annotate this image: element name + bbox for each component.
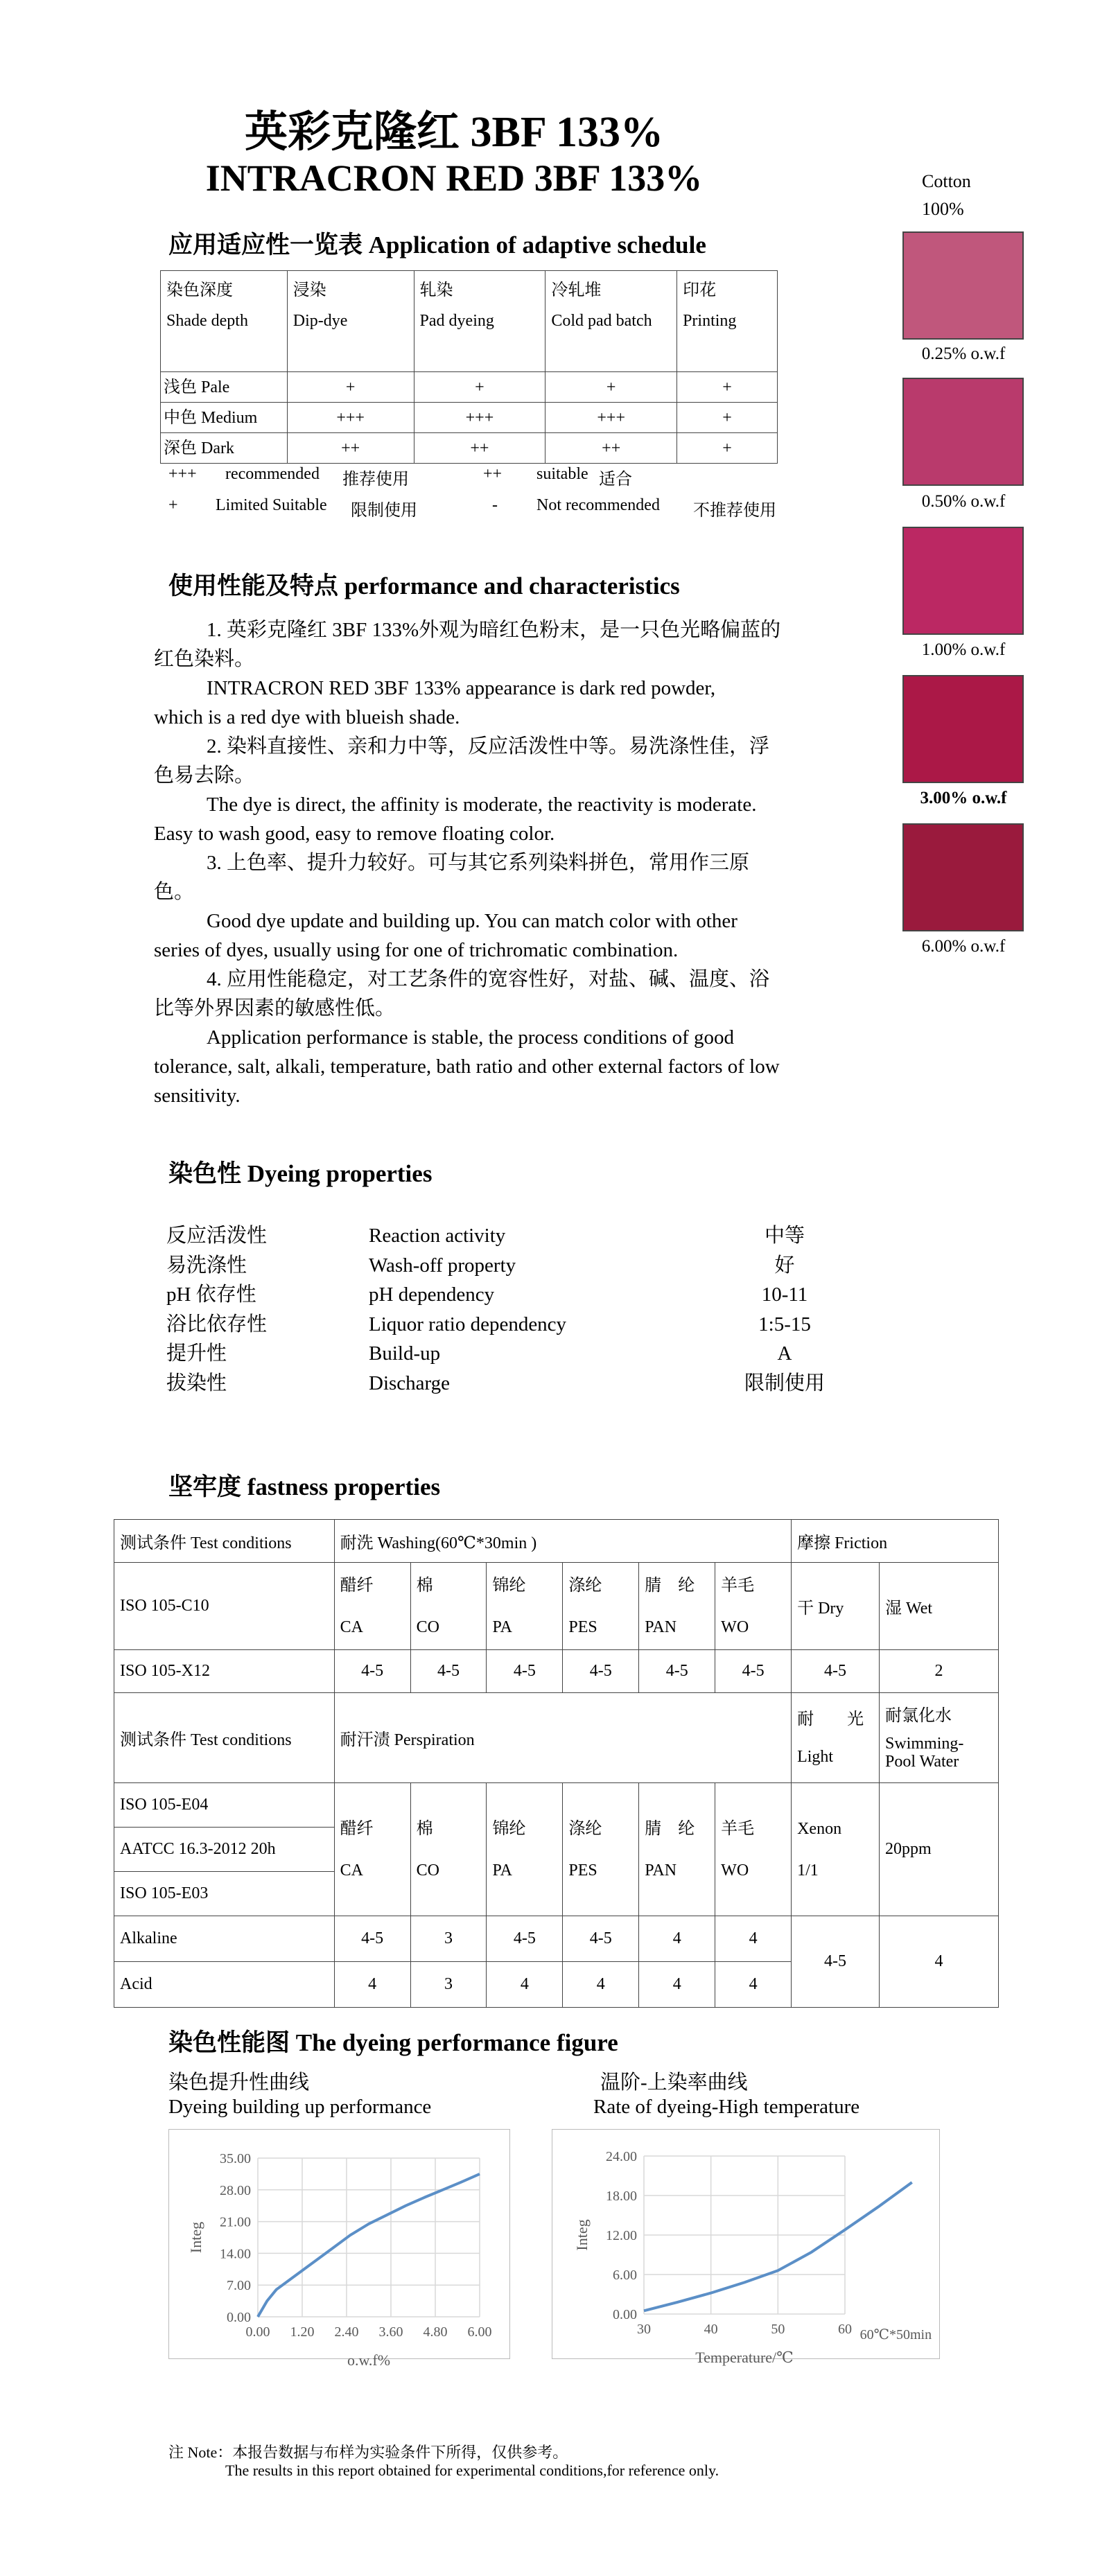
figure-heading: 染色性能图 The dyeing performance figure <box>168 2029 618 2056</box>
iso-c10-label: ISO 105-C10 <box>114 1563 335 1650</box>
x-tick-label: 60 <box>838 2322 852 2337</box>
paragraph: 2. 染料直接性、亲和力中等，反应活泼性中等。易洗涤性佳，浮色易去除。 <box>154 735 770 787</box>
fastness-table <box>114 1519 999 2008</box>
table-cell: 4 <box>639 1916 715 1962</box>
y-axis-label: Integ <box>187 2221 204 2254</box>
property-en: Wash-off property <box>369 1254 516 1277</box>
property-en: Reaction activity <box>369 1225 506 1247</box>
table-cell: +++ <box>414 403 545 433</box>
table-cell: 4 <box>715 1916 792 1962</box>
table-row <box>166 1280 840 1310</box>
paragraph: 3. 上色率、提升力较好。可与其它系列染料拼色，常用作三原色。 <box>154 852 750 903</box>
fiber-header-co: 棉 CO <box>410 1563 487 1650</box>
table-row <box>166 1310 840 1340</box>
header-dip-dye: 浸染 Dip-dye <box>287 271 414 372</box>
pool-water-header: 耐氯化水 Swimming-Pool Water <box>880 1693 999 1783</box>
performance-paragraphs <box>154 615 785 1110</box>
y-tick-label: 24.00 <box>606 2149 637 2164</box>
fiber-header-ca: 醋纤 CA <box>334 1563 410 1650</box>
legend-text-cn: 限制使用 <box>351 502 417 520</box>
wet-label: 湿 Wet <box>880 1563 999 1650</box>
table-cell: 4-5 <box>563 1916 639 1962</box>
table-row <box>166 1251 840 1281</box>
table-row <box>114 1650 999 1693</box>
x-tick-label: 50 <box>771 2322 785 2337</box>
chart-rate-of-dyeing <box>552 2129 940 2366</box>
property-cn: 易洗涤性 <box>166 1254 247 1277</box>
table-cell: ++ <box>287 433 414 464</box>
paragraph: Application performance is stable, the process conditions of good tolerance, salt, alkali, temperature, bath ratio and other external factors of low sensitivity. <box>154 1026 780 1107</box>
property-value: 1:5-15 <box>758 1313 811 1335</box>
table-row <box>166 1369 840 1399</box>
x-tick-label: 6.00 <box>467 2324 492 2340</box>
table-cell: ++ <box>545 433 677 464</box>
paragraph: 1. 英彩克隆红 3BF 133%外观为暗红色粉末，是一只色光略偏蓝的红色染料。 <box>154 619 781 670</box>
paragraph: INTRACRON RED 3BF 133% appearance is dark red powder, which is a red dye with blueish shade. <box>154 677 736 728</box>
y-tick-label: 12.00 <box>606 2228 637 2243</box>
alkaline-label: Alkaline <box>114 1916 335 1962</box>
table-cell: 4 <box>487 1962 563 2008</box>
acid-label: Acid <box>114 1962 335 2008</box>
aatcc-label: AATCC 16.3-2012 20h <box>114 1828 335 1872</box>
chart2-title-cn: 温阶-上染率曲线 <box>600 2071 748 2094</box>
table-row <box>114 1693 999 1783</box>
paragraph: Good dye update and building up. You can match color with other series of dyes, usually using for one of trichromatic combination. <box>154 910 737 961</box>
header-cold-pad-batch: 冷轧堆 Cold pad batch <box>545 271 677 372</box>
fiber-header-ca: 醋纤 CA <box>334 1783 410 1916</box>
chart1-title-en: Dyeing building up performance <box>168 2096 432 2118</box>
washing-label: 耐洗 Washing(60℃*30min ) <box>334 1520 791 1563</box>
dyeing-properties-heading: 染色性 Dyeing properties <box>168 1160 433 1187</box>
fiber-header-pa: 锦纶 PA <box>487 1783 563 1916</box>
table-cell: + <box>287 372 414 403</box>
table-cell: 4-5 <box>715 1650 792 1693</box>
table-cell: +++ <box>287 403 414 433</box>
property-value: 好 <box>774 1254 795 1277</box>
legend-symbol: +++ <box>168 465 197 483</box>
swatch-6-00 <box>902 823 1024 931</box>
swatch-header <box>922 168 971 223</box>
chart1-title-cn: 染色提升性曲线 <box>168 2071 310 2094</box>
table-cell: 4-5 <box>487 1650 563 1693</box>
table-cell: 4-5 <box>792 1916 880 2008</box>
swatch-0-25 <box>902 231 1024 340</box>
note-line-1: 注 Note：本报告数据与布样为实验条件下所得，仅供参考。 <box>168 2444 568 2461</box>
paragraph: The dye is direct, the affinity is moderate, the reactivity is moderate. Easy to wash good, easy to remove floating color. <box>154 794 757 845</box>
test-conditions-label: 测试条件 Test conditions <box>114 1693 335 1783</box>
table-row <box>114 1520 999 1563</box>
legend-symbol: + <box>168 496 178 514</box>
property-value: 10-11 <box>761 1283 808 1306</box>
property-en: Build-up <box>369 1342 441 1365</box>
title-en: INTRACRON RED 3BF 133% <box>205 157 703 199</box>
property-value: 限制使用 <box>744 1372 825 1394</box>
table-row <box>114 1783 999 1828</box>
header-pad-dyeing: 轧染 Pad dyeing <box>414 271 545 372</box>
ppm-cell: 20ppm <box>880 1783 999 1916</box>
property-en: Discharge <box>369 1372 451 1394</box>
fiber-header-pan: 腈 纶 PAN <box>639 1563 715 1650</box>
fiber-header-pa: 锦纶 PA <box>487 1563 563 1650</box>
y-tick-label: 14.00 <box>220 2246 251 2262</box>
x-tick-label: 4.80 <box>423 2324 448 2340</box>
property-cn: pH 依存性 <box>166 1283 256 1306</box>
application-heading: 应用适应性一览表 Application of adaptive schedule <box>168 231 706 259</box>
table-cell: 3 <box>410 1916 487 1962</box>
iso-e04-label: ISO 105-E04 <box>114 1783 335 1828</box>
y-tick-label: 35.00 <box>220 2151 251 2166</box>
x-axis-label: o.w.f% <box>347 2351 391 2369</box>
dry-label: 干 Dry <box>792 1563 880 1650</box>
y-tick-label: 28.00 <box>220 2182 251 2198</box>
property-en: pH dependency <box>369 1283 495 1306</box>
table-cell: + <box>545 372 677 403</box>
property-value: 中等 <box>764 1225 805 1247</box>
title-cn: 英彩克隆红 3BF 133% <box>245 109 663 156</box>
x-tick-label: 0.00 <box>245 2324 270 2340</box>
legend-text: Not recommended <box>536 496 660 514</box>
table-row <box>161 403 778 433</box>
table-cell: 4 <box>563 1962 639 2008</box>
table-cell: + <box>677 433 778 464</box>
table-cell: 4-5 <box>563 1650 639 1693</box>
xenon-cell: Xenon 1/1 <box>792 1783 880 1916</box>
table-cell: + <box>414 372 545 403</box>
table-cell: 2 <box>880 1650 999 1693</box>
swatch-label: 0.25% o.w.f <box>921 344 1006 363</box>
legend-text-cn: 推荐使用 <box>342 471 409 489</box>
table-cell: +++ <box>545 403 677 433</box>
property-cn: 浴比依存性 <box>166 1313 268 1335</box>
perspiration-label: 耐汗渍 Perspiration <box>334 1693 791 1783</box>
x-tick-label: 1.20 <box>290 2324 315 2340</box>
swatch-1-00 <box>902 527 1024 635</box>
chart-building-up <box>168 2129 510 2369</box>
fiber-header-wo: 羊毛 WO <box>715 1563 792 1650</box>
fastness-heading: 坚牢度 fastness properties <box>168 1473 441 1500</box>
table-row <box>166 1221 840 1251</box>
series-line <box>258 2174 480 2317</box>
swatch-header-percent: 100% <box>922 199 964 219</box>
table-cell: + <box>677 403 778 433</box>
table-cell: 4 <box>334 1962 410 2008</box>
property-cn: 提升性 <box>166 1342 227 1365</box>
legend-symbol: - <box>492 496 498 514</box>
fiber-header-pes: 涤纶 PES <box>563 1783 639 1916</box>
table-cell: 4 <box>639 1962 715 2008</box>
x-axis-label: Temperature/℃ <box>695 2349 794 2366</box>
test-conditions-label: 测试条件 Test conditions <box>114 1520 335 1563</box>
fiber-header-pes: 涤纶 PES <box>563 1563 639 1650</box>
fiber-header-co: 棉 CO <box>410 1783 487 1916</box>
y-axis-label: Integ <box>573 2219 591 2251</box>
legend-text: suitable <box>536 465 588 483</box>
y-tick-label: 7.00 <box>227 2278 251 2294</box>
table-row <box>161 372 778 403</box>
x-tick-label: 3.60 <box>378 2324 403 2340</box>
table-header-row <box>161 271 778 372</box>
dyeing-properties-table <box>166 1221 840 1398</box>
swatch-header-fabric: Cotton <box>922 171 971 191</box>
table-cell: 4-5 <box>334 1916 410 1962</box>
legend-text: Limited Suitable <box>216 496 327 514</box>
table-cell: + <box>677 372 778 403</box>
friction-label: 摩擦 Friction <box>792 1520 999 1563</box>
table-cell: 4-5 <box>792 1650 880 1693</box>
iso-x12-label: ISO 105-X12 <box>114 1650 335 1693</box>
swatch-0-50 <box>902 378 1024 486</box>
table-row <box>114 1916 999 1962</box>
row-label: 中色 Medium <box>161 403 288 433</box>
swatch-label: 0.50% o.w.f <box>921 492 1006 511</box>
chart2-title-en: Rate of dyeing-High temperature <box>593 2096 860 2118</box>
paragraph: 4. 应用性能稳定，对工艺条件的宽容性好，对盐、碱、温度、浴比等外界因素的敏感性低。 <box>154 968 770 1019</box>
swatch-label: 6.00% o.w.f <box>921 937 1006 956</box>
legend-text-cn: 适合 <box>599 471 632 489</box>
x-tick-label: 30 <box>637 2322 651 2337</box>
iso-e03-label: ISO 105-E03 <box>114 1872 335 1916</box>
legend-symbol: ++ <box>483 465 503 483</box>
table-cell: 4-5 <box>639 1650 715 1693</box>
legend-text-cn: 不推荐使用 <box>693 502 776 520</box>
fiber-header-pan: 腈 纶 PAN <box>639 1783 715 1916</box>
legend-text: recommended <box>225 465 320 483</box>
y-tick-label: 18.00 <box>606 2189 637 2204</box>
row-label: 深色 Dark <box>161 433 288 464</box>
application-table <box>160 270 778 464</box>
property-cn: 拔染性 <box>166 1372 227 1394</box>
table-cell: 4-5 <box>487 1916 563 1962</box>
x-tick-label: 40 <box>704 2322 718 2337</box>
x-tick-label: 2.40 <box>334 2324 359 2340</box>
table-cell: ++ <box>414 433 545 464</box>
table-cell: 4 <box>880 1916 999 2008</box>
table-row <box>166 1339 840 1369</box>
x-extra-label: 60℃*50min <box>859 2327 932 2342</box>
property-en: Liquor ratio dependency <box>369 1313 567 1335</box>
row-label: 浅色 Pale <box>161 372 288 403</box>
y-tick-label: 0.00 <box>613 2307 637 2322</box>
light-header: 耐 光 Light <box>792 1693 880 1783</box>
note-line-2: The results in this report obtained for experimental conditions,for reference only. <box>225 2462 719 2479</box>
table-cell: 4-5 <box>334 1650 410 1693</box>
fiber-header-wo: 羊毛 WO <box>715 1783 792 1916</box>
swatch-label: 1.00% o.w.f <box>921 640 1006 659</box>
table-row <box>161 433 778 464</box>
property-value: A <box>777 1342 792 1365</box>
table-cell: 4-5 <box>410 1650 487 1693</box>
swatch-label: 3.00% o.w.f <box>920 789 1007 807</box>
y-tick-label: 21.00 <box>220 2214 251 2230</box>
table-row <box>114 1563 999 1650</box>
y-tick-label: 0.00 <box>227 2310 251 2325</box>
header-shade-depth: 染色深度 Shade depth <box>161 271 288 372</box>
performance-heading: 使用性能及特点 performance and characteristics <box>168 572 680 599</box>
header-printing: 印花 Printing <box>677 271 778 372</box>
table-cell: 4 <box>715 1962 792 2008</box>
swatch-3-00 <box>902 675 1024 783</box>
table-cell: 3 <box>410 1962 487 2008</box>
y-tick-label: 6.00 <box>613 2268 637 2283</box>
property-cn: 反应活泼性 <box>166 1225 268 1247</box>
